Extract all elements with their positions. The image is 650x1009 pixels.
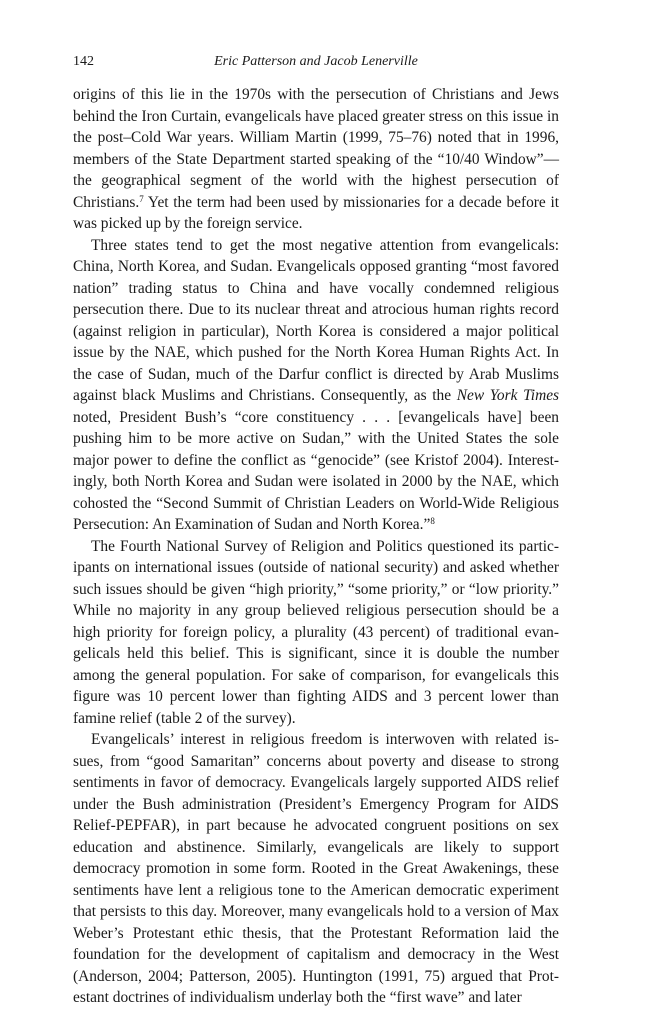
body-text [73,84,559,1009]
text-run: origins of this lie in the 1970s with the persecution of Christians and Jews behind the Iron Curtain, evangelicals have placed greater stress on this issue in the post–Cold War years. William Martin (1999, 75–76) noted that in 1996, members of the State Department started speaking of the “10/40 Window”—the geographical segment of the world with the highest persecution of Christians. [73,86,559,211]
paragraph [73,536,559,730]
running-head-authors: Eric Patterson and Jacob Lenerville [214,54,418,69]
running-head [73,52,559,72]
footnote-ref: 7 [139,193,144,204]
text-run: Evangelicals’ interest in religious freedom is interwoven with related issues, from “good Samaritan” concerns about poverty and disease to strong sentiments in favor of democracy. Evangelicals largely supported AIDS relief under the Bush administration (President’s Emergency Program for AIDS Relief-PEPFAR), in part because he advocated congruent positions on sex education and abstinence. Similarly, evangelicals are likely to support democracy promotion in some form. Rooted in the Great Awakenings, these sentiments have lent a religious tone to the American democratic experiment that persists to this day. Moreover, many evangelicals hold to a version of Max Weber’s Protestant ethic thesis, that the Protestant Reformation laid the foundation for the development of capitalism and democracy in the West (Anderson, 2004; Patterson, 2005). Huntington (1991, 75) argued that Protestant doctrines of individualism underlay both the “first wave” and later [73,731,559,1006]
paragraph [73,235,559,536]
page-number: 142 [73,54,94,69]
footnote-ref: 8 [430,516,435,526]
text-run: Yet the term had been used by missionaries for a decade before it was picked up by the foreign service. [73,193,559,232]
text-run: The Fourth National Survey of Religion and Politics questioned its participants on international issues (outside of national security) and asked whether such issues should be given “high priority,” “some priority,” or “low priority.” While no majority in any group believed religious persecution should be a high priority for foreign policy, a plurality (43 percent) of traditional evangelicals held this belief. This is significant, since it is double the number among the general population. For sake of comparison, for evangelicals this figure was 10 percent lower than fighting AIDS and 3 percent lower than famine relief (table 2 of the survey). [73,537,559,727]
book-page [73,52,559,1009]
italic-title: New York Times [456,387,560,404]
text-run: Three states tend to get the most negative attention from evangelicals: China, North Korea, and Sudan. Evangelicals opposed granting “most favored nation” trading status to China and have vocally condemned religious persecution there. Due to its nuclear threat and atrocious human rights record (against religion in particular), North Korea is considered a major political issue by the NAE, which pushed for the North Korea Human Rights Act. In the case of Sudan, much of the Darfur conflict is directed by Arab Muslims against black Muslims and Christians. Consequently, as the [73,236,559,404]
text-run: noted, President Bush’s “core constituency . . . [evangelicals have] been pushing him to be more active on Sudan,” with the United States the sole major power to define the conflict as “genocide” (see Kristof 2004). Interestingly, both North Korea and Sudan were isolated in 2000 by the NAE, which cohosted the “Second Summit of Christian Leaders on World-Wide Religious Persecution: An Examination of Sudan and North Korea.” [73,408,559,533]
paragraph [73,84,559,235]
paragraph [73,729,559,1009]
